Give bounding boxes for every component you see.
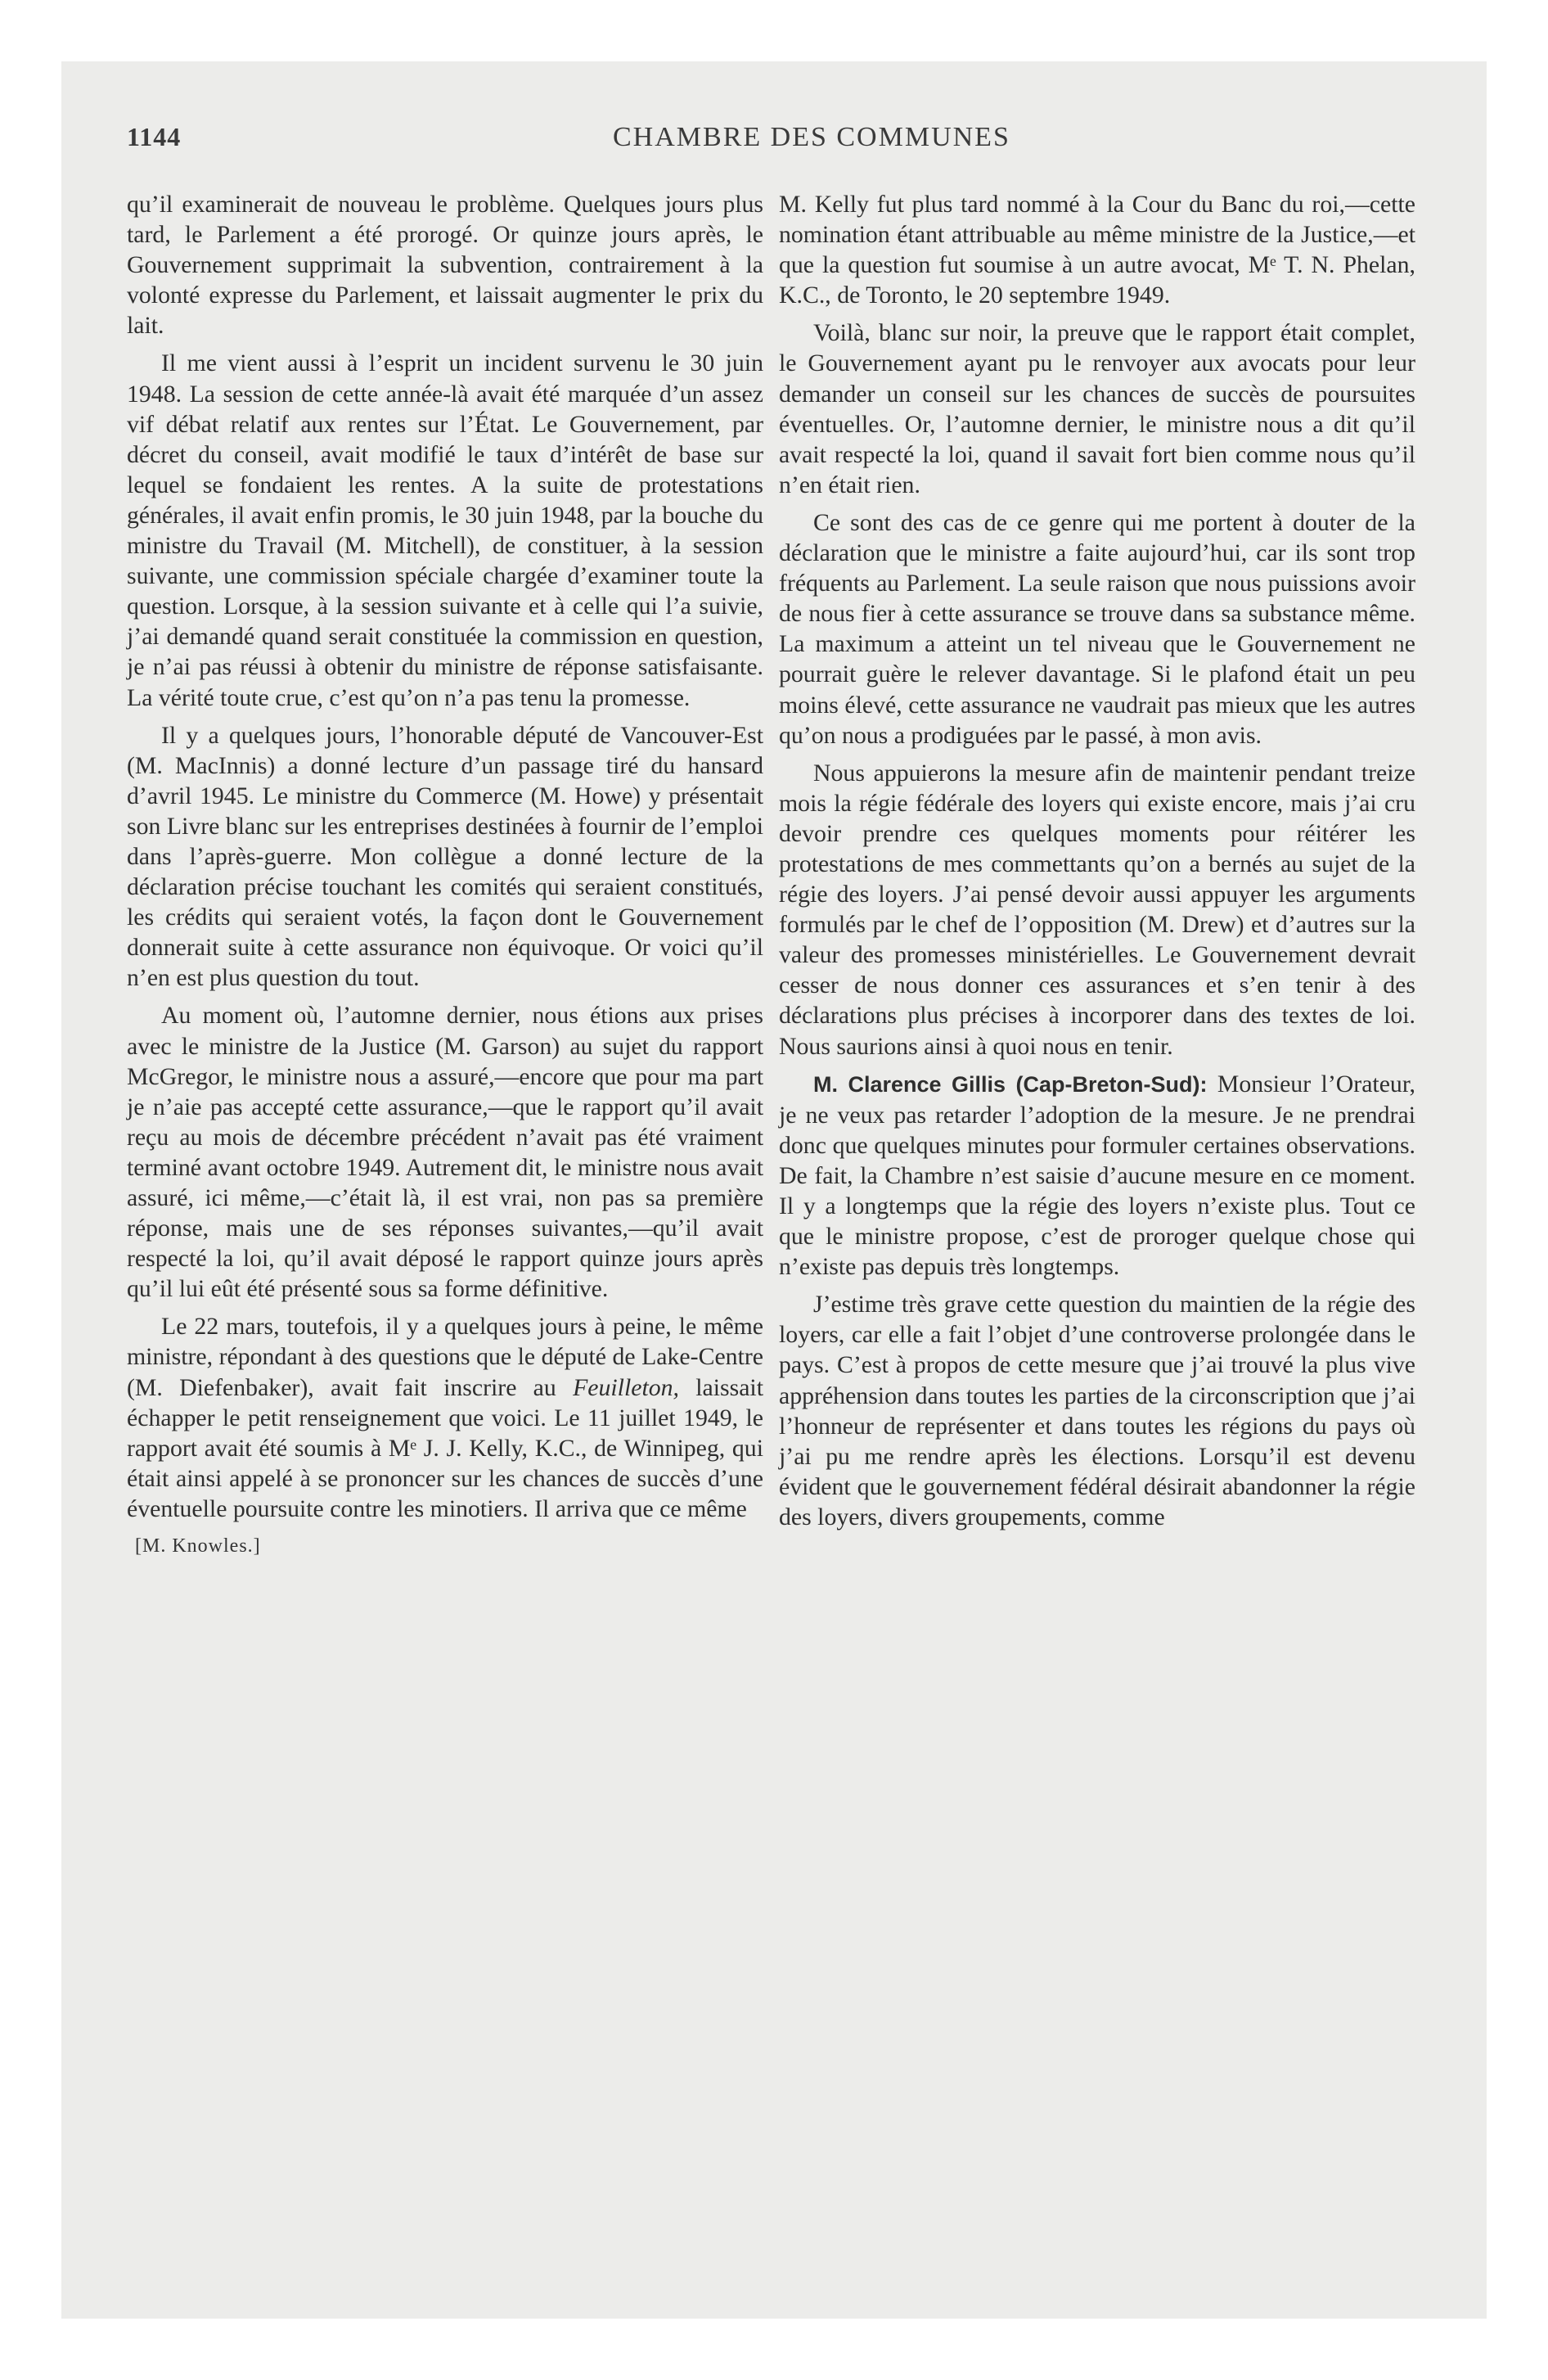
paragraph bbox=[127, 1311, 763, 1524]
italic-term: Feuilleton, bbox=[573, 1373, 679, 1401]
running-head: CHAMBRE DES COMMUNES bbox=[613, 122, 1010, 152]
paragraph: Ce sont des cas de ce genre qui me portent à douter de la déclaration que le ministre a faite aujourd’hui, car ils sont trop fréquents au Parlement. La seule raison que nous puissions avoir de nous fier à cette assurance se trouve dans sa substance même. La maximum a atteint un tel niveau que le Gouvernement ne pourrait guère le relever davantage. Si le plafond était un peu moins élevé, cette assurance ne vaudrait pas mieux que les autres qu’on nous a prodiguées par le passé, à mon avis. bbox=[779, 508, 1415, 749]
paragraph-text: Le 22 mars, toutefois, il y a quelques jours à peine, le même ministre, répondant à des questions que le député de Lake-Centre (M. Diefenbaker), avait fait inscrire au bbox=[127, 1313, 763, 1401]
left-column bbox=[127, 189, 763, 1524]
page-number: 1144 bbox=[127, 122, 182, 151]
paragraph bbox=[779, 1069, 1415, 1282]
paragraph: Il me vient aussi à l’esprit un incident survenu le 30 juin 1948. La session de cette année-là avait été marquée d’un assez vif débat relatif aux rentes sur l’État. Le Gouvernement, par décret du conseil, avait modifié le taux d’intérêt de base sur lequel se fondaient les rentes. A la suite de protestations générales, il avait enfin promis, le 30 juin 1948, par la bouche du ministre du Travail (M. Mitchell), de constituer, à la session suivante, une commission spéciale chargée d’examiner toute la question. Lorsque, à la session suivante et à celle qui l’a suivie, j’ai demandé quand serait constituée la commission en question, je n’ai pas réussi à obtenir du ministre de réponse satisfaisante. La vérité toute crue, c’est qu’on n’a pas tenu la promesse. bbox=[127, 349, 763, 711]
page-sheet bbox=[61, 61, 1487, 2319]
paragraph: M. Kelly fut plus tard nommé à la Cour du Banc du roi,—cette nomination étant attribuable au même ministre de la Justice,—et que la question fut soumise à un autre avocat, Mᵉ T. N. Phelan, K.C., de Toronto, le 20 septembre 1949. bbox=[779, 191, 1415, 309]
paragraph: J’estime très grave cette question du maintien de la régie des loyers, car elle a fait l’objet d’une controverse prolongée dans le pays. C’est à propos de cette mesure que j’ai trouvé la plus vive appréhension dans toutes les parties de la circonscription que j’ai l’honneur de représenter et dans toutes les régions du pays où j’ai pu me rendre après les élections. Lorsqu’il est devenu évident que le gouvernement fédéral désirait abandonner la régie des loyers, divers groupements, comme bbox=[779, 1291, 1415, 1530]
right-column bbox=[779, 189, 1415, 1532]
paragraph: Nous appuierons la mesure afin de maintenir pendant treize mois la régie fédérale des loyers qui existe encore, mais j’ai cru devoir prendre ces quelques moments pour réitérer les protestations de mes commettants qu’on a bernés au sujet de la régie des loyers. J’ai pensé devoir aussi appuyer les arguments formulés par le chef de l’opposition (M. Drew) et d’autres sur la valeur des promesses ministérielles. Le Gouvernement devrait cesser de nous donner ces assurances et s’en tenir à des déclarations plus précises à incorporer dans des textes de loi. Nous saurions ainsi à quoi nous en tenir. bbox=[779, 759, 1415, 1060]
paragraph-text: laissait échapper le petit renseignement que voici. Le 11 juillet 1949, le rapport avait été soumis à Mᵉ J. J. Kelly, K.C., de Winnipeg, qui était ainsi appelé à se prononcer sur les chances de succès d’une éventuelle poursuite contre les minotiers. Il arriva que ce même bbox=[127, 1373, 763, 1522]
paragraph: Au moment où, l’automne dernier, nous étions aux prises avec le ministre de la Justice (M. Garson) au sujet du rapport McGregor, le ministre nous a assuré,—encore que pour ma part je n’aie pas accepté cette assurance,—que le rapport qu’il avait reçu au mois de décembre précédent n’avait pas été vraiment terminé avant octobre 1949. Autrement dit, le ministre nous avait assuré, ici même,—c’était là, il est vrai, non pas sa première réponse, mais une de ses réponses suivantes,—qu’il avait respecté la loi, qu’il avait déposé le rapport quinze jours après qu’il lui eût été présenté sous sa forme définitive. bbox=[127, 1002, 763, 1303]
page-header bbox=[127, 122, 1436, 163]
speaker-attribution-footer: [M. Knowles.] bbox=[135, 1535, 261, 1557]
paragraph: Il y a quelques jours, l’honorable député de Vancouver-Est (M. MacInnis) a donné lecture d’un passage tiré du hansard d’avril 1945. Le ministre du Commerce (M. Howe) y présentait son Livre blanc sur les entreprises destinées à fournir de l’emploi dans l’après-guerre. Mon collègue a donné lecture de la déclaration précise touchant les comités qui seraient constitués, les crédits qui seraient votés, la façon dont le Gouvernement donnerait suite à cette assurance non équivoque. Or voici qu’il n’en est plus question du tout. bbox=[127, 721, 763, 992]
paragraph: qu’il examinerait de nouveau le problème. Quelques jours plus tard, le Parlement a été prorogé. Or quinze jours après, le Gouvernement supprimait la subvention, contrairement à la volonté expresse du Parlement, et laissait augmenter le prix du lait. bbox=[127, 191, 763, 340]
paragraph: Voilà, blanc sur noir, la preuve que le rapport était complet, le Gouvernement ayant pu le renvoyer aux avocats pour leur demander un conseil sur les chances de succès de poursuites éventuelles. Or, l’automne dernier, le ministre nous a dit qu’il avait respecté la loi, quand il savait fort bien comme nous qu’il n’en était rien. bbox=[779, 319, 1415, 498]
speaker-name: M. Clarence Gillis (Cap-Breton-Sud): bbox=[813, 1071, 1208, 1097]
paragraph-text: Monsieur l’Orateur, je ne veux pas retarder l’adoption de la mesure. Je ne prendrai donc que quelques minutes pour formuler certaines observations. De fait, la Chambre n’est saisie d’aucune mesure en ce moment. Il y a longtemps que la régie des loyers n’existe plus. Tout ce que le ministre propose, c’est de proroger quelque chose qui n’existe pas depuis très longtemps. bbox=[779, 1070, 1415, 1281]
